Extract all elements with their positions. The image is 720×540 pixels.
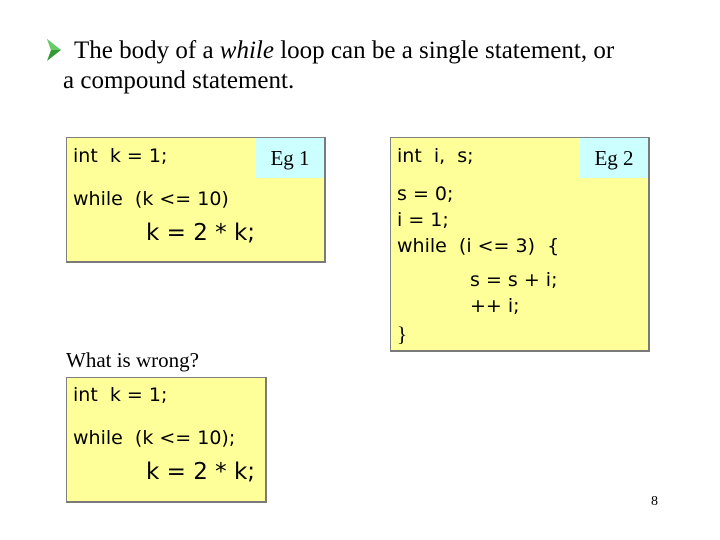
wrong-code-line-1: int k = 1;	[73, 384, 168, 406]
question-label: What is wrong?	[66, 348, 199, 372]
wrong-code-line-2: while (k <= 10);	[73, 427, 236, 449]
wrong-code-line-3: k = 2 * k;	[146, 459, 256, 485]
bullet-line-1: The body of a while loop can be a single statement, or	[74, 37, 615, 64]
eg2-code-line-6: ++ i;	[470, 295, 520, 317]
eg2-code-line-3: i = 1;	[397, 209, 449, 231]
eg2-code-line-4: while (i <= 3) {	[397, 235, 560, 257]
eg2-code-line-1: int i, s;	[397, 145, 474, 167]
arrow-bullet-icon	[46, 37, 62, 63]
page-number: 8	[651, 494, 658, 509]
eg1-code-line-2: while (k <= 10)	[73, 188, 229, 210]
eg2-tag: Eg 2	[580, 138, 648, 178]
eg1-code-line-3: k = 2 * k;	[146, 220, 256, 246]
eg2-code-line-5: s = s + i;	[470, 269, 558, 291]
bullet-line-2: a compound statement.	[63, 67, 295, 94]
eg2-code-line-7: }	[397, 322, 408, 346]
eg2-code-line-2: s = 0;	[397, 183, 454, 205]
eg1-code-line-1: int k = 1;	[73, 145, 168, 167]
eg1-tag: Eg 1	[256, 138, 324, 178]
